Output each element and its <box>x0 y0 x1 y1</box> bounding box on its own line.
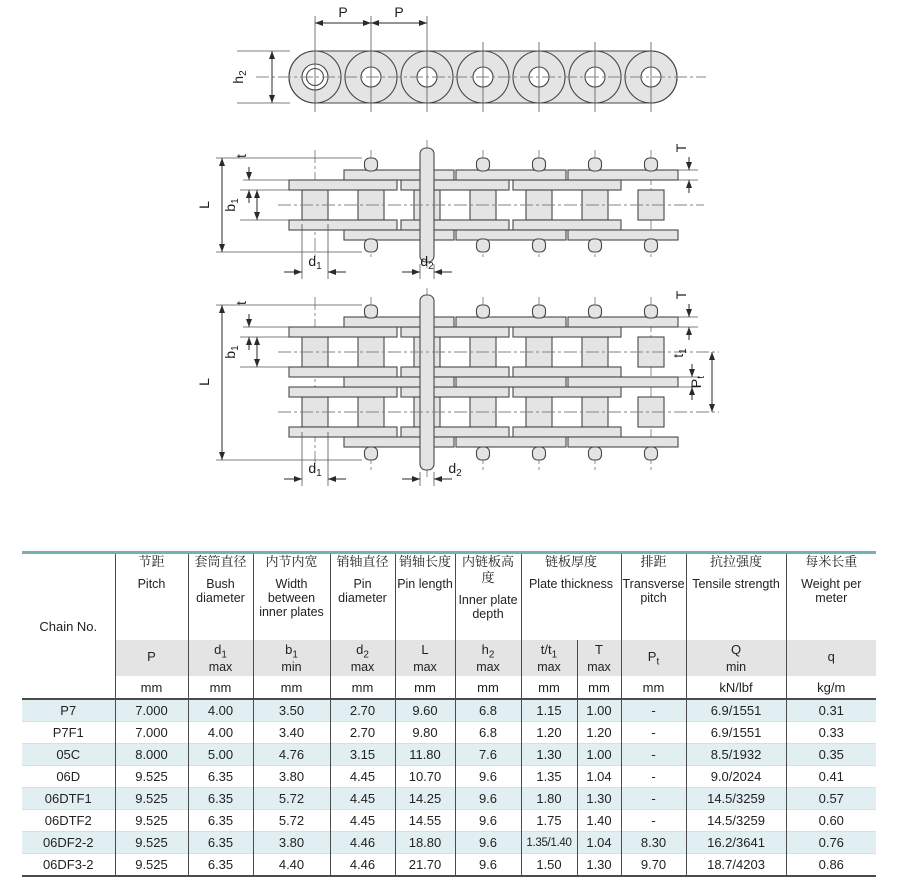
dim-label-t-cap: T <box>673 143 689 153</box>
dim-label-p: P <box>394 4 404 20</box>
dim-label-t: t <box>233 301 249 305</box>
spec-cell: 0.57 <box>786 788 876 810</box>
spec-cell: 1.00 <box>577 744 621 766</box>
spec-cell: 21.70 <box>395 854 455 877</box>
chain-no: 06DF2-2 <box>22 832 115 854</box>
dim-label-l: L <box>196 201 212 209</box>
single-strand-plan-drawing <box>196 140 704 279</box>
spec-cell: 1.04 <box>577 766 621 788</box>
spec-cell: 6.8 <box>455 722 521 744</box>
chain-no: P7 <box>22 699 115 722</box>
spec-cell: 1.35 <box>521 766 577 788</box>
symbol-d1: $d_1$ max <box>188 640 253 676</box>
symbol-q: q <box>786 640 876 676</box>
spec-cell: 18.80 <box>395 832 455 854</box>
col-header-pin-diameter: 销轴直径 Pin diameter <box>330 553 395 641</box>
spec-cell: 1.50 <box>521 854 577 877</box>
dim-d2 <box>402 253 452 279</box>
unit: mm <box>455 676 521 699</box>
spec-cell: 5.72 <box>253 788 330 810</box>
symbol-b1: $b_1$ min <box>253 640 330 676</box>
spec-cell: 3.15 <box>330 744 395 766</box>
symbol-l: L max <box>395 640 455 676</box>
spec-cell: 1.80 <box>521 788 577 810</box>
table-row <box>22 810 876 832</box>
chain-no: 06DF3-2 <box>22 854 115 877</box>
unit: kg/m <box>786 676 876 699</box>
spec-cell: 8.30 <box>621 832 686 854</box>
col-header-inner-width: 内节内宽 Width between inner plates <box>253 553 330 641</box>
chain-no: P7F1 <box>22 722 115 744</box>
dim-label-l: L <box>196 378 212 386</box>
unit: mm <box>577 676 621 699</box>
spec-cell: 4.45 <box>330 788 395 810</box>
spec-cell: 6.9/1551 <box>686 722 786 744</box>
spec-cell: 1.35/1.40 <box>521 832 577 854</box>
unit: mm <box>330 676 395 699</box>
dim-label-h2: $h_2$ <box>230 70 249 84</box>
unit: mm <box>188 676 253 699</box>
spec-cell: 11.80 <box>395 744 455 766</box>
chain-no: 06DTF1 <box>22 788 115 810</box>
unit: mm <box>115 676 188 699</box>
symbol-p: P <box>115 640 188 676</box>
dim-label-b1: $b_1$ <box>222 198 241 212</box>
spec-cell: 9.6 <box>455 810 521 832</box>
spec-cell: 14.55 <box>395 810 455 832</box>
dim-label-pt: $P_t$ <box>688 375 707 389</box>
unit: mm <box>253 676 330 699</box>
dim-t-cap <box>673 290 698 340</box>
spec-cell: 9.0/2024 <box>686 766 786 788</box>
symbol-q-min: Q min <box>686 640 786 676</box>
dim-label-t1: $t_1$ <box>670 348 689 358</box>
spec-cell: 9.525 <box>115 766 188 788</box>
header-name-row <box>22 553 876 641</box>
spec-cell: 1.30 <box>577 854 621 877</box>
spec-cell: 4.00 <box>188 699 253 722</box>
spec-cell: 1.30 <box>521 744 577 766</box>
col-header-inner-plate-depth: 内链板高度 Inner plate depth <box>455 553 521 641</box>
spec-cell: 9.6 <box>455 854 521 877</box>
spec-cell: 0.35 <box>786 744 876 766</box>
dim-pt <box>688 352 712 412</box>
spec-cell: 9.525 <box>115 854 188 877</box>
spec-cell: 2.70 <box>330 722 395 744</box>
table-row <box>22 766 876 788</box>
header-unit-row <box>22 676 876 699</box>
spec-cell: 8.000 <box>115 744 188 766</box>
spec-cell: 9.525 <box>115 832 188 854</box>
symbol-pt: $P_t$ <box>621 640 686 676</box>
spec-cell: 0.86 <box>786 854 876 877</box>
unit: mm <box>521 676 577 699</box>
spec-cell: 18.7/4203 <box>686 854 786 877</box>
dim-label-d2: $d_2$ <box>448 460 462 479</box>
spec-cell: 1.20 <box>521 722 577 744</box>
spec-cell: 9.6 <box>455 832 521 854</box>
spec-cell: - <box>621 810 686 832</box>
symbol-t-t1: $t/t_1$ max <box>521 640 577 676</box>
spec-cell: 3.80 <box>253 832 330 854</box>
spec-cell: 3.80 <box>253 766 330 788</box>
spec-cell: 1.04 <box>577 832 621 854</box>
chain-no: 06DTF2 <box>22 810 115 832</box>
col-header-plate-thickness: 链板厚度 Plate thickness <box>521 553 621 641</box>
spec-cell: 4.46 <box>330 854 395 877</box>
spec-cell: 4.00 <box>188 722 253 744</box>
spec-cell: 0.41 <box>786 766 876 788</box>
dim-label-b1: $b_1$ <box>222 345 241 359</box>
duplex-strand-plan-drawing <box>196 288 719 486</box>
dim-label-t: t <box>233 154 249 158</box>
spec-cell: 1.15 <box>521 699 577 722</box>
col-header-bush-diameter: 套筒直径 Bush diameter <box>188 553 253 641</box>
unit: mm <box>621 676 686 699</box>
spec-cell: 16.2/3641 <box>686 832 786 854</box>
spec-cell: 6.35 <box>188 766 253 788</box>
dim-label-d1: $d_1$ <box>308 253 322 272</box>
dim-t <box>233 301 289 350</box>
spec-cell: 1.30 <box>577 788 621 810</box>
spec-cell: - <box>621 766 686 788</box>
spec-cell: 6.35 <box>188 810 253 832</box>
table-row <box>22 699 876 722</box>
spec-cell: 1.40 <box>577 810 621 832</box>
symbol-t-cap: T max <box>577 640 621 676</box>
dim-label-t-cap: T <box>673 290 689 300</box>
spec-cell: 9.525 <box>115 788 188 810</box>
connecting-pin <box>420 295 434 470</box>
spec-cell: 14.25 <box>395 788 455 810</box>
spec-cell: 0.76 <box>786 832 876 854</box>
side-view-drawing <box>230 4 706 112</box>
unit: mm <box>395 676 455 699</box>
spec-cell: 4.76 <box>253 744 330 766</box>
dim-label-p: P <box>338 4 348 20</box>
spec-cell: - <box>621 788 686 810</box>
col-header-pitch: 节距 Pitch <box>115 553 188 641</box>
spec-cell: 7.000 <box>115 722 188 744</box>
chain-no: 05C <box>22 744 115 766</box>
symbol-h2: $h_2$ max <box>455 640 521 676</box>
spec-table <box>22 551 876 877</box>
table-row <box>22 832 876 854</box>
spec-cell: 4.40 <box>253 854 330 877</box>
spec-cell: 4.45 <box>330 766 395 788</box>
table-row <box>22 788 876 810</box>
spec-cell: 2.70 <box>330 699 395 722</box>
chain-no: 06D <box>22 766 115 788</box>
spec-cell: 10.70 <box>395 766 455 788</box>
spec-cell: 3.50 <box>253 699 330 722</box>
dim-t-cap <box>673 143 698 193</box>
spec-cell: 9.70 <box>621 854 686 877</box>
spec-cell: 9.80 <box>395 722 455 744</box>
unit: kN/lbf <box>686 676 786 699</box>
col-header-weight: 每米长重 Weight per meter <box>801 554 862 605</box>
spec-cell: 5.72 <box>253 810 330 832</box>
dim-label-d1: $d_1$ <box>308 460 322 479</box>
spec-cell: - <box>621 722 686 744</box>
table-row <box>22 854 876 877</box>
spec-cell: - <box>621 744 686 766</box>
spec-cell: 1.75 <box>521 810 577 832</box>
dim-t1 <box>670 348 700 400</box>
spec-cell: 6.35 <box>188 788 253 810</box>
spec-cell: 6.35 <box>188 832 253 854</box>
symbol-d2: $d_2$ max <box>330 640 395 676</box>
spec-cell: 7.000 <box>115 699 188 722</box>
spec-cell: 14.5/3259 <box>686 810 786 832</box>
spec-cell: 4.46 <box>330 832 395 854</box>
header-symbol-row <box>22 640 876 676</box>
spec-cell: 9.6 <box>455 766 521 788</box>
spec-cell: 3.40 <box>253 722 330 744</box>
spec-cell: 1.20 <box>577 722 621 744</box>
spec-cell: 0.33 <box>786 722 876 744</box>
col-header-transverse-pitch: 排距 Transverse pitch <box>621 553 686 641</box>
table-row <box>22 722 876 744</box>
spec-cell: 0.31 <box>818 703 844 718</box>
spec-cell: - <box>621 699 686 722</box>
dim-t <box>233 154 289 203</box>
col-header-pin-length: 销轴长度 Pin length <box>395 553 455 641</box>
spec-cell: 5.00 <box>188 744 253 766</box>
spec-cell: 14.5/3259 <box>686 788 786 810</box>
spec-cell: 0.60 <box>786 810 876 832</box>
table-row <box>22 744 876 766</box>
spec-cell: 6.9/1551 <box>686 699 786 722</box>
spec-cell: 6.35 <box>188 854 253 877</box>
spec-cell: 9.60 <box>395 699 455 722</box>
spec-cell: 8.5/1932 <box>686 744 786 766</box>
spec-cell: 9.525 <box>115 810 188 832</box>
spec-cell: 7.6 <box>455 744 521 766</box>
spec-cell: 1.00 <box>577 699 621 722</box>
spec-cell: 6.8 <box>455 699 521 722</box>
col-header-tensile-strength: 抗拉强度 Tensile strength <box>686 553 786 641</box>
col-header-chain-no: Chain No. <box>22 553 115 700</box>
spec-cell: 9.6 <box>455 788 521 810</box>
dim-label-d2: $d_2$ <box>420 253 434 272</box>
spec-cell: 4.45 <box>330 810 395 832</box>
